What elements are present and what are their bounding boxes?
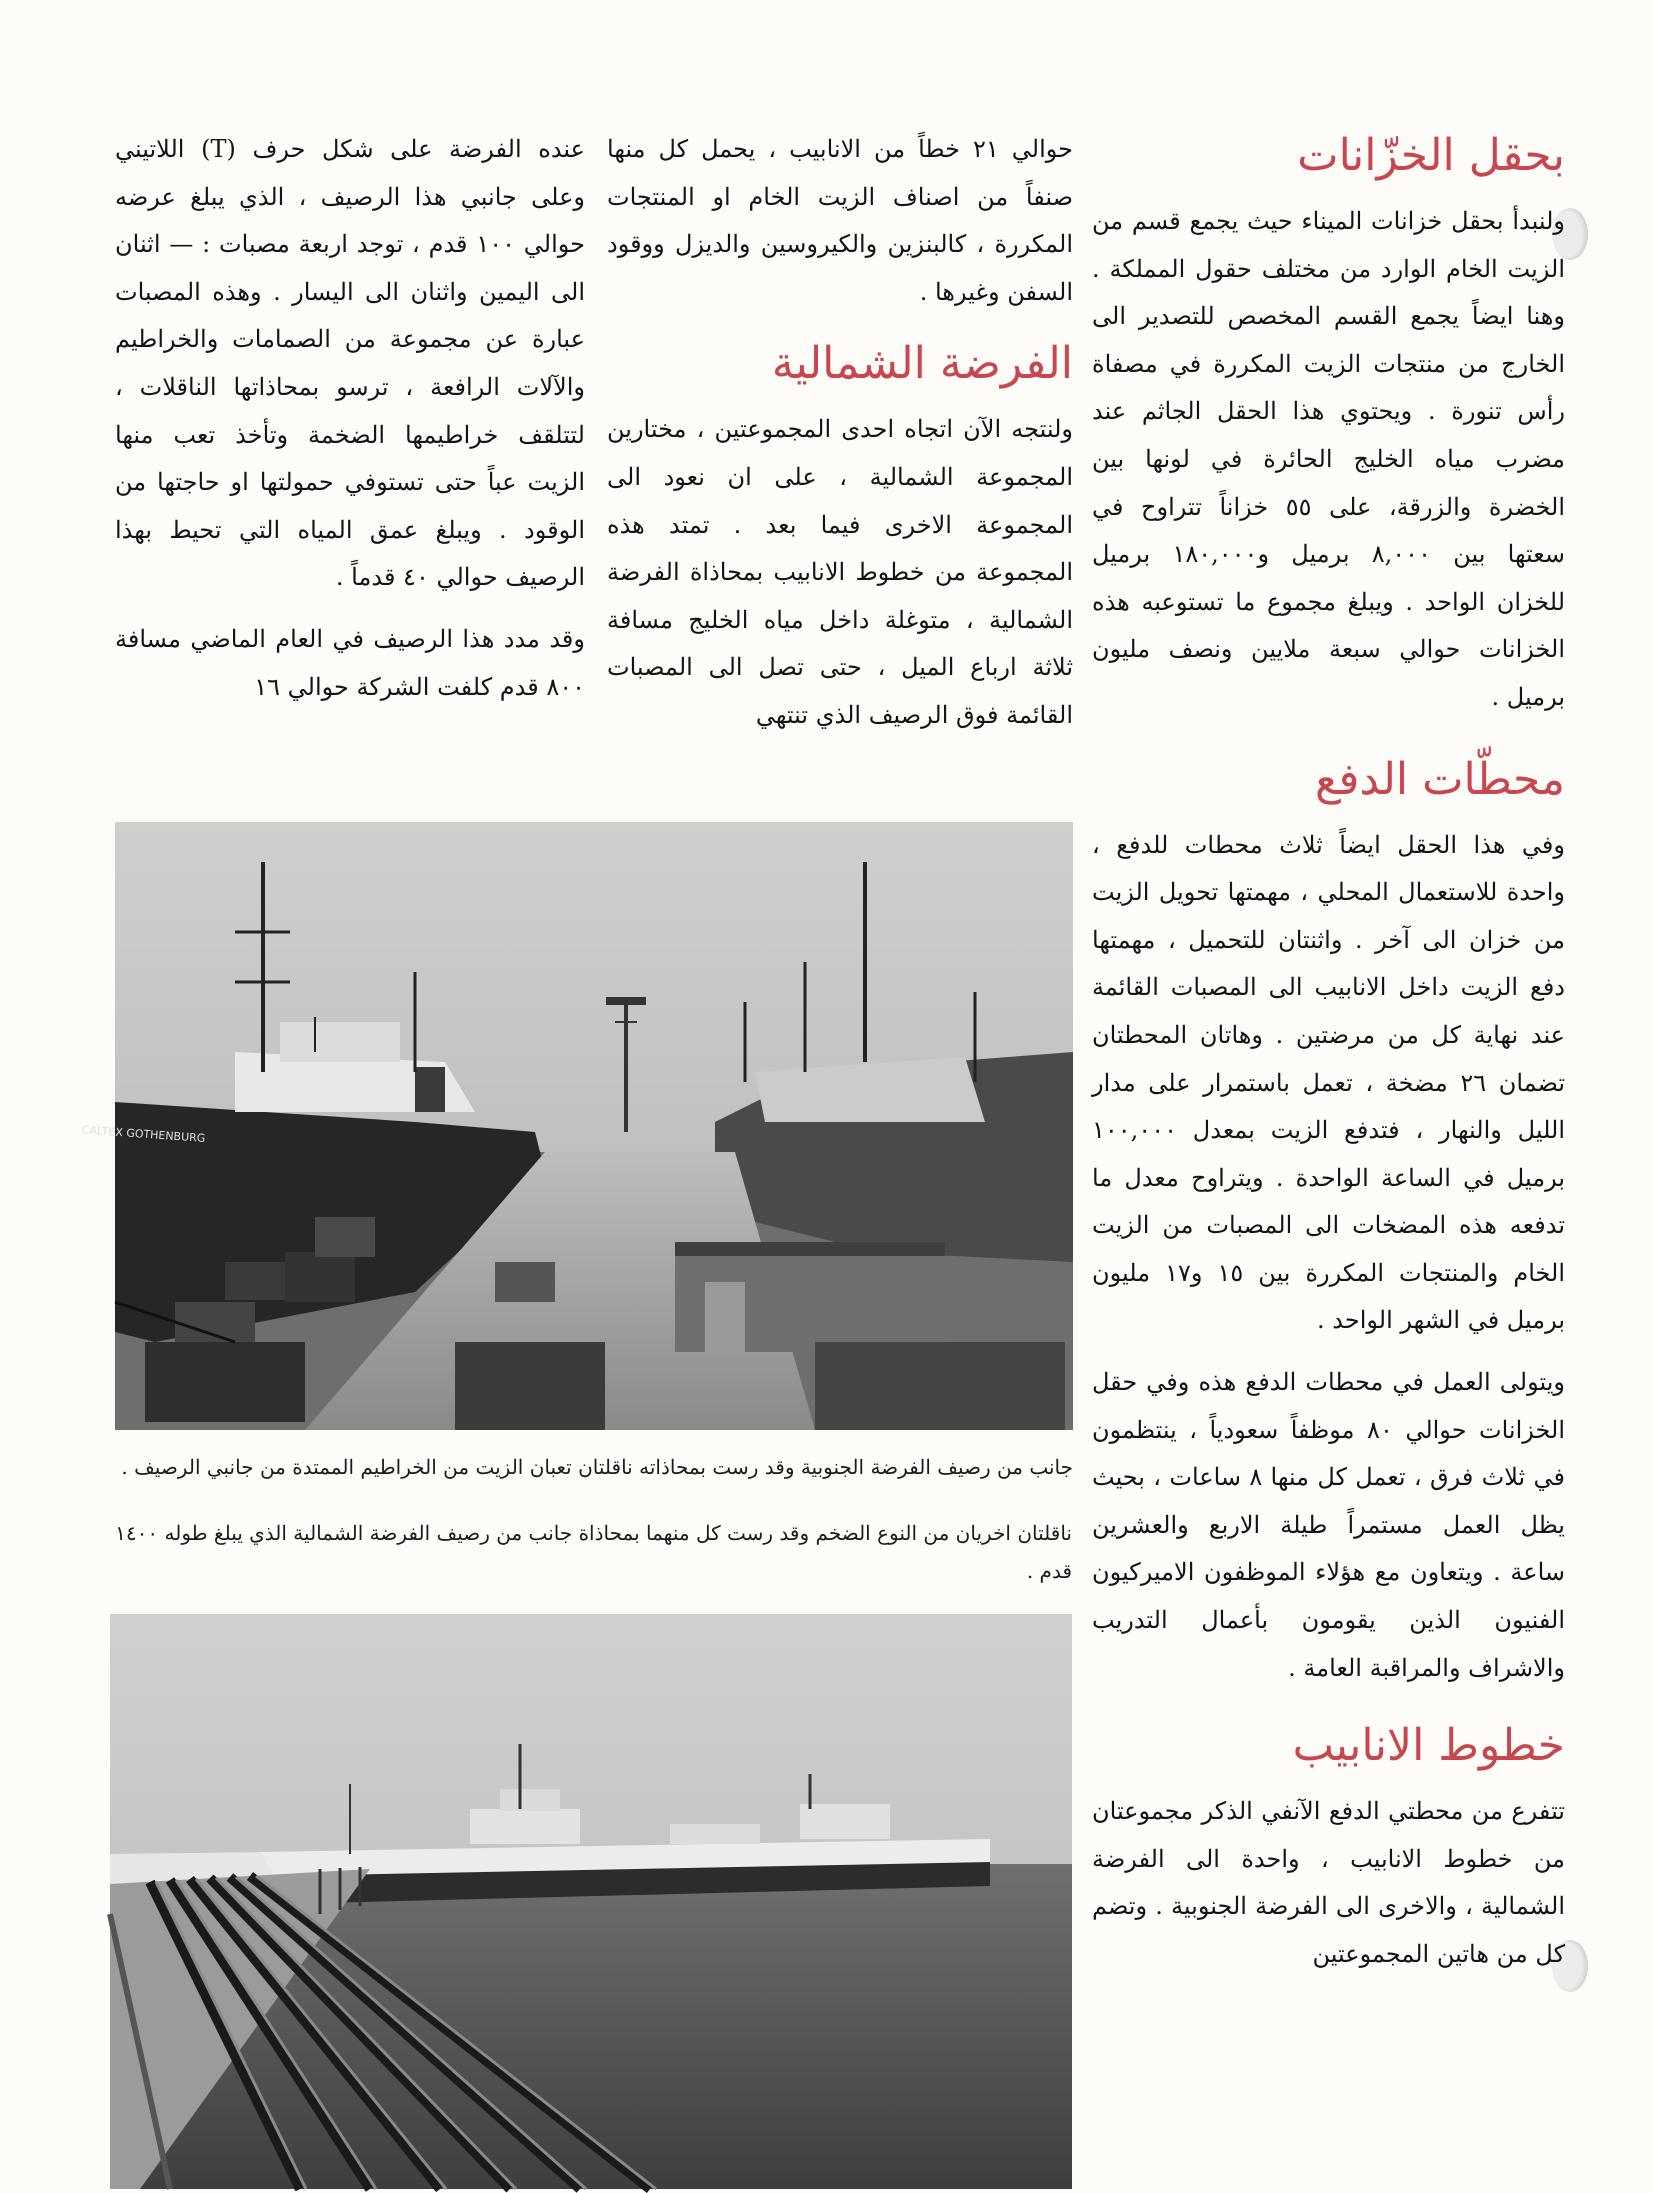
photo-north-pier-tankers [110,1614,1072,2189]
ship-name-label: CALTEX GOTHENBURG [81,1123,206,1145]
paragraph-north-pier: ولنتجه الآن اتجاه احدى المجموعتين ، مختارين المجموعة الشمالية ، على ان نعود الى المجموعة الاخرى فيما بعد . تمتد هذه المجموعة من خطوط الانابيب بمحاذاة الفرضة الشمالية ، متوغلة داخل مياه الخليج مسافة ثلاثة ارباع الميل ، حتى تصل الى المصبات القائمة فوق الرصيف الذي تنتهي [607,415,1073,729]
caption-photo1: جانب من رصيف الفرضة الجنوبية وقد رست بمحاذاته ناقلتان تعبان الزيت من الخراطيم الممتدة من جانبي الرصيف . [121,1455,1073,1479]
paragraph-pumping-2: ويتولى العمل في محطات الدفع هذه وفي حقل الخزانات حوالي ٨٠ موظفاً سعودياً ، ينتظمون في ثلاث فرق ، تعمل كل منها ٨ ساعات ، بحيث يظل العمل مستمراً طيلة الاربع والعشرين ساعة . ويتعاون مع هؤلاء الموظفون الاميركيون الفنيون الذين يقومون بأعمال التدريب والاشراف والمراقبة العامة . [1092,1368,1566,1682]
heading-tank-farm: بحقل الخزّانات [1297,130,1565,181]
caption-photo2: ناقلتان اخريان من النوع الضخم وقد رست كل منهما بمحاذاة جانب من رصيف الفرضة الشمالية الذي يبلغ طوله ١٤٠٠ قدم . [115,1521,1072,1583]
heading-pumping-stations: محطّات الدفع [1314,753,1565,805]
paragraph-pumping-1: وفي هذا الحقل ايضاً ثلاث محطات للدفع ، واحدة للاستعمال المحلي ، مهمتها تحويل الزيت من خزان الى آخر . واثنتان للتحميل ، مهمتها دفع الزيت داخل الانابيب الى المصبات القائمة عند نهاية كل من مرضتين . وهاتان المحطتان تضمان ٢٦ مضخة ، تعمل باستمرار على مدار الليل والنهار ، فتدفع الزيت بمعدل ١٠٠,٠٠٠ برميل في الساعة الواحدة . ويتراوح معدل ما تدفعه هذه المضخات الى المصبات من الزيت الخام والمنتجات المكررة بين ١٥ و١٧ مليون برميل في الشهر الواحد . [1092,830,1566,1335]
right-column [1092,126,1565,2176]
paragraph-pier-extension: وقد مدد هذا الرصيف في العام الماضي مسافة ٨٠٠ قدم كلفت الشركة حوالي ١٦ [115,624,585,701]
middle-column [607,126,1073,786]
heading-north-pier: الفرضة الشمالية [771,338,1073,390]
photo-north-pier-illustration [110,1614,1072,2189]
left-column [115,126,585,786]
paragraph-north-pier-cont: عنده الفرضة على شكل حرف (T) اللاتيني وعلى جانبي هذا الرصيف ، الذي يبلغ عرضه حوالي ١٠٠ قدم ، توجد اربعة مصبات : — اثنان الى اليمين واثنان الى اليسار . وهذه المصبات عبارة عن مجموعة من الصمامات والخراطيم والآلات الرافعة ، ترسو بمحاذاتها الناقلات ، لتتلقف خراطيمها الضخمة وتأخذ تعب منها الزيت عباً حتى تستوفي حمولتها او حاجتها من الوقود . ويبلغ عمق المياه التي تحيط بهذا الرصيف حوالي ٤٠ قدماً . [115,135,585,592]
photo-south-pier-illustration [81,822,1073,1430]
heading-pipelines: خطوط الانابيب [1292,1720,1565,1772]
paragraph-pipelines-cont: حوالي ٢١ خطاً من الانابيب ، يحمل كل منها صنفاً من اصناف الزيت الخام او المنتجات المكررة ، كالبنزين والكيروسين والديزل ووقود السفن وغيرها . [607,135,1073,306]
paragraph-pipelines: تتفرع من محطتي الدفع الآنفي الذكر مجموعتان من خطوط الانابيب ، واحدة الى الفرضة الشمالية ، والاخرى الى الفرضة الجنوبية . وتضم كل من هاتين المجموعتين [1092,1797,1565,1968]
photo-south-pier-tankers [81,822,1073,1430]
paragraph-tank-farm: ولنبدأ بحقل خزانات الميناء حيث يجمع قسم من الزيت الخام الوارد من مختلف حقول المملكة . وهنا ايضاً يجمع القسم المخصص للتصدير الى الخارج من منتجات الزيت المكررة في مصفاة رأس تنورة . ويحتوي هذا الحقل الجاثم عند مضرب مياه الخليج الحائرة في لونها بين الخضرة والزرقة، على ٥٥ خزاناً تتراوح في سعتها بين ٨,٠٠٠ برميل و١٨٠,٠٠٠ برميل للخزان الواحد . ويبلغ مجموع ما تستوعبه هذه الخزانات حوالي سبعة ملايين ونصف مليون برميل . [1092,207,1566,711]
